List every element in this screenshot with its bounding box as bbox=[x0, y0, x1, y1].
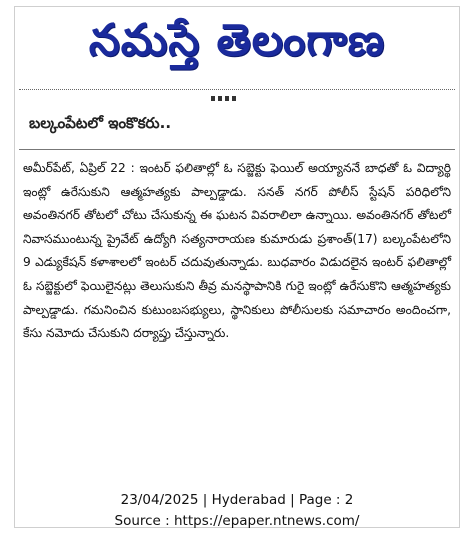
news-clipping bbox=[14, 6, 460, 528]
source-footer bbox=[0, 490, 474, 532]
article-paragraph: అమీర్‌పేట్‌, ఏప్రిల్‌ 22 : ఇంటర్‌ ఫలితాల్లో ఓ సబ్జెక్టు ఫెయిల్‌ అయ్యాననే బాధతో ఓ విద్యార్థి ఇంట్లో ఉరేసుకుని ఆత్మహత్యకు పాల్పడ్డాడు. సనత్‌ నగర్‌ పోలీస్‌ స్టేషన్‌ పరిధిలోని అవంతినగర్‌ తోటలో చోటు చేసుకున్న ఈ ఘటన వివరాలిలా ఉన్నాయి. అవంతినగర్‌ తోటలో నివాసముంటున్న ప్రైవేట్‌ ఉద్యోగి సత్యనారాయణ కుమారుడు ప్రశాంత్‌(17) బల్కంపేటలోని 9 ఎడ్యుకేషన్‌ కళాశాలలో ఇంటర్‌ చదువుతున్నాడు. బుధవారం విడుదలైన ఇంటర్‌ ఫలితాల్లో ఓ సబ్జెక్టులో ఫెయిలైనట్లు తెలుసుకుని తీవ్ర మనస్థాపానికి గురై ఇంట్లో ఉరేసుకొని ఆత్మహత్యకు పాల్పడ్డాడు. గమనించిన కుటుంబసభ్యులు, స్థానికులు పోలీసులకు సమాచారం అందించగా, కేసు నమోదు చేసుకుని దర్యాప్తు చేస్తున్నారు. bbox=[23, 161, 451, 341]
article-headline: బల్కంపేటలో ఇంకొకరు.. bbox=[29, 114, 172, 132]
footer-date-line: 23/04/2025 | Hyderabad | Page : 2 bbox=[120, 492, 354, 508]
masthead bbox=[15, 7, 459, 85]
footer-source-line: Source : https://epaper.ntnews.com/ bbox=[114, 513, 360, 529]
cut-text-fragment bbox=[211, 96, 241, 102]
top-divider bbox=[19, 89, 455, 90]
masthead-title: నమస్తే తెలంగాణ bbox=[88, 15, 386, 66]
headline-divider bbox=[19, 149, 455, 150]
article-body bbox=[23, 157, 451, 346]
